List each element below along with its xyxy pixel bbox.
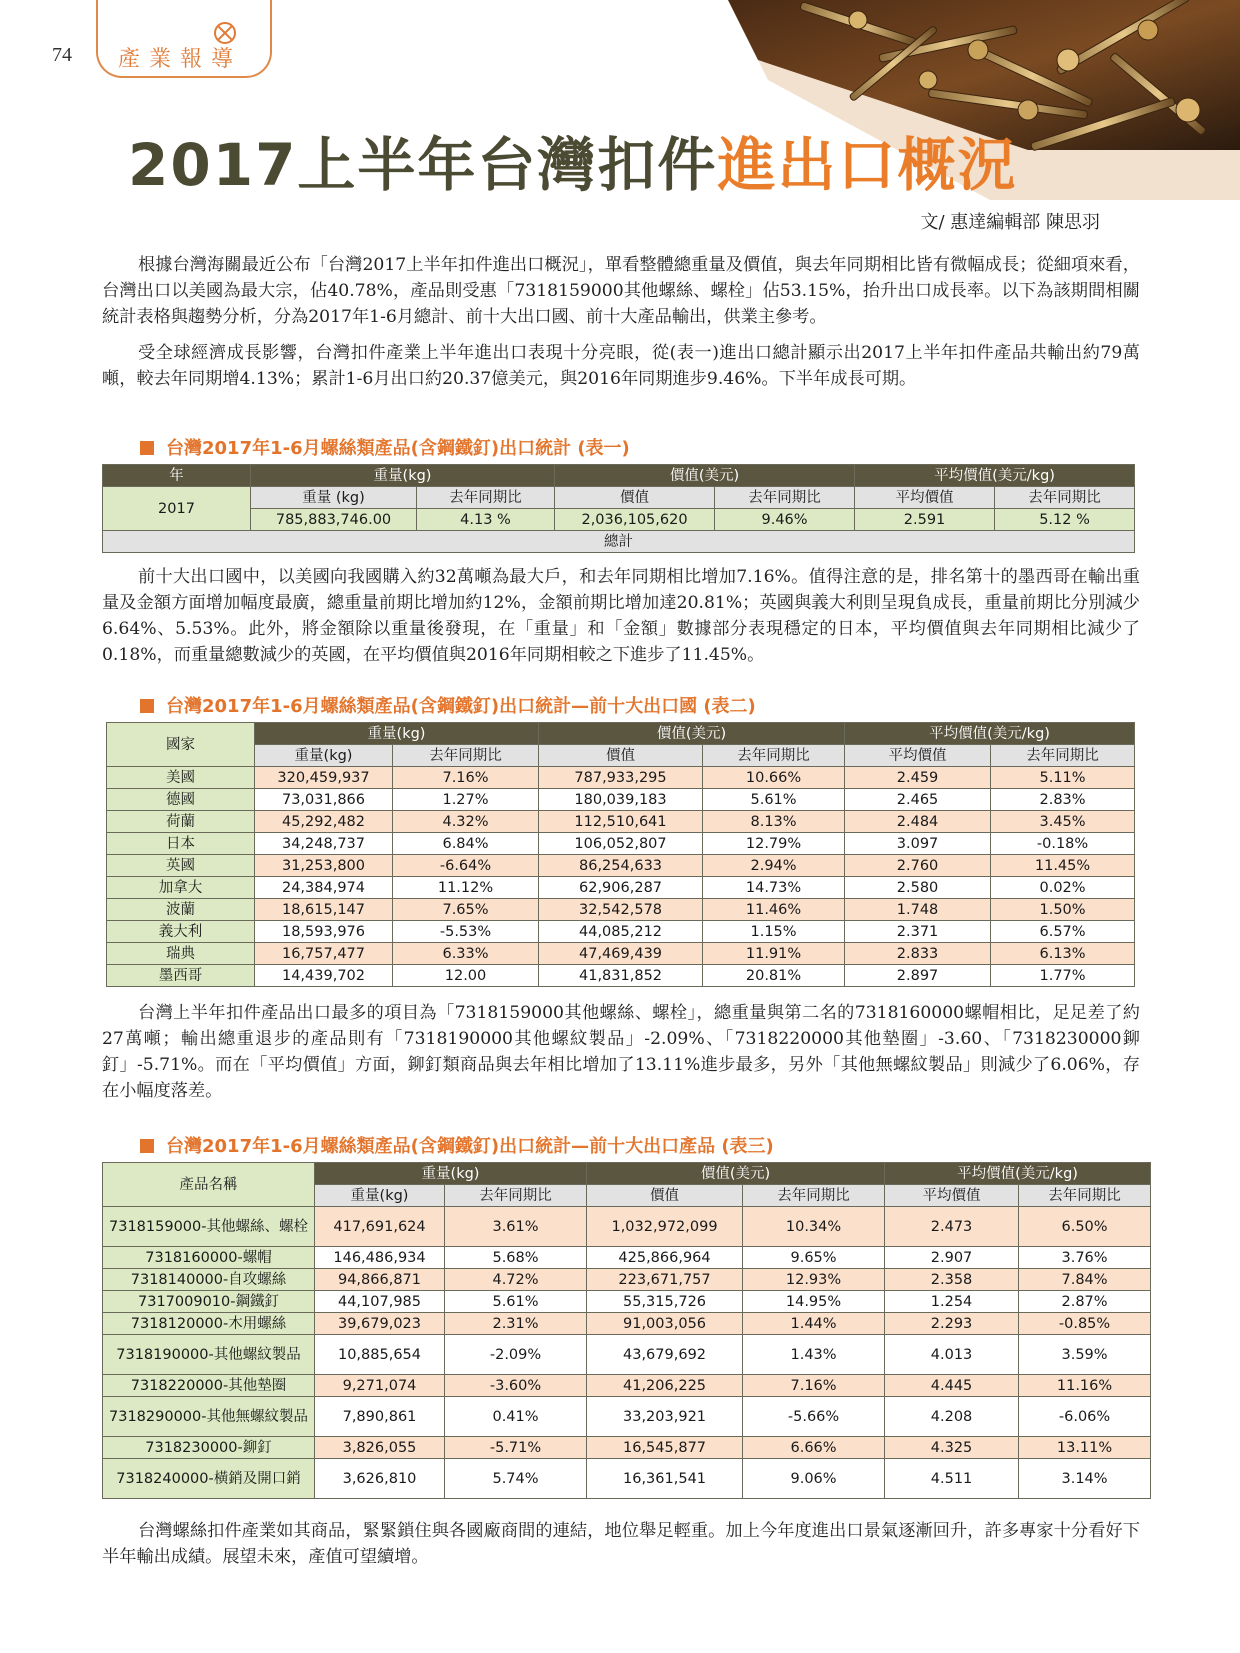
t1-footer-total: 總計 xyxy=(103,531,1135,553)
t2-sub-header: 重量(kg) xyxy=(255,745,393,767)
t2-value-cell: 2.459 xyxy=(845,767,991,789)
t2-value-cell: 2.484 xyxy=(845,811,991,833)
t3-row xyxy=(103,1335,1151,1375)
t2-row xyxy=(107,833,1135,855)
t3-row xyxy=(103,1313,1151,1335)
page-number: 74 xyxy=(52,44,72,66)
t2-value-cell: 2.83% xyxy=(991,789,1135,811)
byline: 文/ 惠達編輯部 陳思羽 xyxy=(920,212,1100,233)
t2-value-cell: 16,757,477 xyxy=(255,943,393,965)
t2-label-cell: 義大利 xyxy=(107,921,255,943)
t3-row xyxy=(103,1459,1151,1499)
t3-value-cell: 7.84% xyxy=(1019,1269,1151,1291)
t3-value-cell: 9.06% xyxy=(743,1459,885,1499)
t2-value-cell: -0.18% xyxy=(991,833,1135,855)
t2-value-cell: 41,831,852 xyxy=(539,965,703,987)
t3-value-cell: 7.16% xyxy=(743,1375,885,1397)
t3-value-cell: 4.208 xyxy=(885,1397,1019,1437)
t3-value-cell: 16,361,541 xyxy=(587,1459,743,1499)
t3-value-cell: 9,271,074 xyxy=(315,1375,445,1397)
section-label: 產業報導 xyxy=(118,47,243,72)
title-main: 2017上半年台灣扣件 xyxy=(128,131,718,199)
t3-value-cell: 9.65% xyxy=(743,1247,885,1269)
t3-value-cell: 4.445 xyxy=(885,1375,1019,1397)
t3-sub-header: 價值 xyxy=(587,1185,743,1207)
t2-value-cell: 787,933,295 xyxy=(539,767,703,789)
t1-value-cell: 2,036,105,620 xyxy=(555,509,715,531)
t2-value-cell: -5.53% xyxy=(393,921,539,943)
t3-value-cell: 33,203,921 xyxy=(587,1397,743,1437)
t2-row xyxy=(107,767,1135,789)
t3-value-cell: 1.43% xyxy=(743,1335,885,1375)
t2-value-cell: 3.097 xyxy=(845,833,991,855)
t2-value-cell: 8.13% xyxy=(703,811,845,833)
t2-value-cell: 11.91% xyxy=(703,943,845,965)
t3-value-cell: 223,671,757 xyxy=(587,1269,743,1291)
t3-value-cell: 13.11% xyxy=(1019,1437,1151,1459)
t2-value-cell: 0.02% xyxy=(991,877,1135,899)
t2-value-cell: -6.64% xyxy=(393,855,539,877)
table3-heading-text: 台灣2017年1-6月螺絲類產品(含鋼鐵釘)出口統計—前十大出口產品 (表三) xyxy=(166,1136,774,1157)
t2-row xyxy=(107,965,1135,987)
t3-value-cell: 1,032,972,099 xyxy=(587,1207,743,1247)
t3-value-cell: 91,003,056 xyxy=(587,1313,743,1335)
t2-header-avg: 平均價值(美元/kg) xyxy=(845,723,1135,745)
t3-header-weight: 重量(kg) xyxy=(315,1163,587,1185)
t2-label-cell: 墨西哥 xyxy=(107,965,255,987)
t3-value-cell: 146,486,934 xyxy=(315,1247,445,1269)
t3-value-cell: 43,679,692 xyxy=(587,1335,743,1375)
t2-body xyxy=(107,767,1135,987)
t3-row xyxy=(103,1397,1151,1437)
t2-value-cell: 44,085,212 xyxy=(539,921,703,943)
t3-label-cell: 7318240000-橫銷及開口銷 xyxy=(103,1459,315,1499)
t2-value-cell: 24,384,974 xyxy=(255,877,393,899)
t3-header-avg: 平均價值(美元/kg) xyxy=(885,1163,1151,1185)
t1-sub-header: 重量 (kg) xyxy=(251,487,417,509)
t2-value-cell: 14.73% xyxy=(703,877,845,899)
paragraph-intro: 根據台灣海關最近公布「台灣2017上半年扣件進出口概況」，單看整體總重量及價值，與去年同期相比皆有微幅成長；從細項來看，台灣出口以美國為最大宗，佔40.78%，產品則受惠「7318159000其他螺絲、螺栓」佔53.15%，抬升出口成長率。以下為該期間相關統計表格與趨勢分析，分為2017年1-6月總計、前十大出口國、前十大產品輸出，供業主參考。 xyxy=(102,255,1140,327)
t1-value-cell: 9.46% xyxy=(715,509,855,531)
t3-label-cell: 7318220000-其他墊圈 xyxy=(103,1375,315,1397)
t3-value-cell: 417,691,624 xyxy=(315,1207,445,1247)
t3-value-cell: 2.907 xyxy=(885,1247,1019,1269)
table2-heading xyxy=(140,692,756,718)
t2-label-cell: 瑞典 xyxy=(107,943,255,965)
t3-value-cell: 3,826,055 xyxy=(315,1437,445,1459)
t3-label-cell: 7318159000-其他螺絲、螺栓 xyxy=(103,1207,315,1247)
t1-year-cell: 2017 xyxy=(103,487,251,531)
t2-value-cell: 73,031,866 xyxy=(255,789,393,811)
t3-value-cell: 2.358 xyxy=(885,1269,1019,1291)
t2-value-cell: 3.45% xyxy=(991,811,1135,833)
t2-value-cell: 47,469,439 xyxy=(539,943,703,965)
t3-label-cell: 7318160000-螺帽 xyxy=(103,1247,315,1269)
heading-square-icon xyxy=(140,1139,154,1153)
t1-header-avg: 平均價值(美元/kg) xyxy=(855,465,1135,487)
t2-value-cell: 2.465 xyxy=(845,789,991,811)
paragraph-products: 台灣上半年扣件產品出口最多的項目為「7318159000其他螺絲、螺栓」，總重量與第二名的7318160000螺帽相比，足足差了約27萬噸；輸出總重退步的產品則有「7318190000其他螺紋製品」-2.09%、「7318220000其他墊圈」-3.60、「7318230000鉚釘」-5.71%。而在「平均價值」方面，鉚釘類商品與去年相比增加了13.11%進步最多，另外「其他無螺紋製品」則減少了6.06%，存在小幅度落差。 xyxy=(102,1003,1140,1101)
t2-label-cell: 日本 xyxy=(107,833,255,855)
t2-header-value: 價值(美元) xyxy=(539,723,845,745)
t3-value-cell: -6.06% xyxy=(1019,1397,1151,1437)
article-title xyxy=(128,118,1017,202)
t3-value-cell: -0.85% xyxy=(1019,1313,1151,1335)
t2-sub-header: 價值 xyxy=(539,745,703,767)
t3-row xyxy=(103,1437,1151,1459)
t2-value-cell: 45,292,482 xyxy=(255,811,393,833)
t2-value-cell: 4.32% xyxy=(393,811,539,833)
t3-value-cell: 44,107,985 xyxy=(315,1291,445,1313)
t2-row xyxy=(107,789,1135,811)
t2-value-cell: 1.27% xyxy=(393,789,539,811)
t2-sub-header: 去年同期比 xyxy=(991,745,1135,767)
t2-sub-header: 去年同期比 xyxy=(393,745,539,767)
t3-label-cell: 7318230000-鉚釘 xyxy=(103,1437,315,1459)
t3-value-cell: 4.511 xyxy=(885,1459,1019,1499)
t3-value-cell: 2.87% xyxy=(1019,1291,1151,1313)
paragraph-countries: 前十大出口國中，以美國向我國購入約32萬噸為最大戶，和去年同期相比增加7.16%。值得注意的是，排名第十的墨西哥在輸出重量及金額方面增加幅度最廣，總重量前期比增加約12%，金額前期比增加達20.81%；英國與義大利則呈現負成長，重量前期比分別減少6.64%、5.53%。此外，將金額除以重量後發現，在「重量」和「金額」數據部分表現穩定的日本，平均價值與去年同期相比減少了0.18%，而重量總數減少的英國，在平均價值與2016年同期相較之下進步了11.45%。 xyxy=(102,567,1140,665)
t3-value-cell: 3,626,810 xyxy=(315,1459,445,1499)
t3-value-cell: -5.66% xyxy=(743,1397,885,1437)
t3-value-cell: 55,315,726 xyxy=(587,1291,743,1313)
heading-square-icon xyxy=(140,441,154,455)
t2-value-cell: 5.11% xyxy=(991,767,1135,789)
t3-value-cell: 12.93% xyxy=(743,1269,885,1291)
t3-value-cell: 5.61% xyxy=(445,1291,587,1313)
t3-value-cell: 1.254 xyxy=(885,1291,1019,1313)
t3-label-cell: 7318120000-木用螺絲 xyxy=(103,1313,315,1335)
t2-value-cell: 6.84% xyxy=(393,833,539,855)
t2-value-cell: 320,459,937 xyxy=(255,767,393,789)
compass-emblem-icon xyxy=(214,22,236,44)
t3-sub-header: 去年同期比 xyxy=(743,1185,885,1207)
t3-value-cell: 94,866,871 xyxy=(315,1269,445,1291)
t1-header-value: 價值(美元) xyxy=(555,465,855,487)
t3-value-cell: 3.14% xyxy=(1019,1459,1151,1499)
t2-row xyxy=(107,943,1135,965)
t2-value-cell: 2.94% xyxy=(703,855,845,877)
paragraph-conclusion: 台灣螺絲扣件產業如其商品，緊緊鎖住與各國廠商間的連結，地位舉足輕重。加上今年度進出口景氣逐漸回升，許多專家十分看好下半年輸出成績。展望未來，產值可望續增。 xyxy=(102,1521,1140,1567)
t3-value-cell: 2.31% xyxy=(445,1313,587,1335)
t2-row xyxy=(107,855,1135,877)
t3-row xyxy=(103,1269,1151,1291)
t3-value-cell: 16,545,877 xyxy=(587,1437,743,1459)
t3-value-cell: 5.74% xyxy=(445,1459,587,1499)
t1-sub-header: 價值 xyxy=(555,487,715,509)
t3-value-cell: 4.325 xyxy=(885,1437,1019,1459)
heading-square-icon xyxy=(140,699,154,713)
t3-sub-header: 重量(kg) xyxy=(315,1185,445,1207)
t2-value-cell: 2.897 xyxy=(845,965,991,987)
t3-value-cell: 6.50% xyxy=(1019,1207,1151,1247)
table3-top-products xyxy=(102,1162,1151,1499)
t3-value-cell: 3.59% xyxy=(1019,1335,1151,1375)
t1-header-year: 年 xyxy=(103,465,251,487)
t2-value-cell: 31,253,800 xyxy=(255,855,393,877)
t3-value-cell: 0.41% xyxy=(445,1397,587,1437)
t1-value-cell: 785,883,746.00 xyxy=(251,509,417,531)
t3-label-cell: 7317009010-鋼鐵釘 xyxy=(103,1291,315,1313)
t3-value-cell: 425,866,964 xyxy=(587,1247,743,1269)
t3-value-cell: 39,679,023 xyxy=(315,1313,445,1335)
t3-sub-header: 平均價值 xyxy=(885,1185,1019,1207)
t1-sub-header: 去年同期比 xyxy=(417,487,555,509)
table2-heading-text: 台灣2017年1-6月螺絲類產品(含鋼鐵釘)出口統計—前十大出口國 (表二) xyxy=(166,696,756,717)
t2-label-cell: 荷蘭 xyxy=(107,811,255,833)
t3-sub-header: 去年同期比 xyxy=(1019,1185,1151,1207)
t2-header-weight: 重量(kg) xyxy=(255,723,539,745)
t2-value-cell: 106,052,807 xyxy=(539,833,703,855)
t3-value-cell: -5.71% xyxy=(445,1437,587,1459)
t2-value-cell: 10.66% xyxy=(703,767,845,789)
t3-value-cell: 3.61% xyxy=(445,1207,587,1247)
t2-row xyxy=(107,811,1135,833)
t2-label-cell: 德國 xyxy=(107,789,255,811)
t2-value-cell: 12.00 xyxy=(393,965,539,987)
t2-row xyxy=(107,921,1135,943)
t3-value-cell: -2.09% xyxy=(445,1335,587,1375)
t3-row xyxy=(103,1375,1151,1397)
t3-value-cell: 14.95% xyxy=(743,1291,885,1313)
t1-sub-header: 去年同期比 xyxy=(995,487,1135,509)
table1-heading xyxy=(140,434,630,460)
t3-value-cell: 4.013 xyxy=(885,1335,1019,1375)
t2-value-cell: 20.81% xyxy=(703,965,845,987)
t3-value-cell: 6.66% xyxy=(743,1437,885,1459)
t2-sub-header: 平均價值 xyxy=(845,745,991,767)
t2-value-cell: 12.79% xyxy=(703,833,845,855)
t2-value-cell: 112,510,641 xyxy=(539,811,703,833)
t3-value-cell: 41,206,225 xyxy=(587,1375,743,1397)
t1-value-cell: 2.591 xyxy=(855,509,995,531)
t2-label-cell: 美國 xyxy=(107,767,255,789)
t2-value-cell: 7.65% xyxy=(393,899,539,921)
t2-value-cell: 18,615,147 xyxy=(255,899,393,921)
table1-total xyxy=(102,464,1135,553)
t2-value-cell: 6.33% xyxy=(393,943,539,965)
t2-label-cell: 英國 xyxy=(107,855,255,877)
t2-header-country: 國家 xyxy=(107,723,255,767)
t2-value-cell: 32,542,578 xyxy=(539,899,703,921)
t2-value-cell: 6.13% xyxy=(991,943,1135,965)
t2-value-cell: 7.16% xyxy=(393,767,539,789)
t2-value-cell: 34,248,737 xyxy=(255,833,393,855)
t3-header-product: 產品名稱 xyxy=(103,1163,315,1207)
t3-value-cell: 10.34% xyxy=(743,1207,885,1247)
t3-value-cell: 2.473 xyxy=(885,1207,1019,1247)
t3-label-cell: 7318190000-其他螺紋製品 xyxy=(103,1335,315,1375)
t2-value-cell: 11.46% xyxy=(703,899,845,921)
t3-value-cell: 10,885,654 xyxy=(315,1335,445,1375)
t2-value-cell: 11.12% xyxy=(393,877,539,899)
t2-sub-header: 去年同期比 xyxy=(703,745,845,767)
t3-row xyxy=(103,1247,1151,1269)
t2-value-cell: 86,254,633 xyxy=(539,855,703,877)
t2-value-cell: 18,593,976 xyxy=(255,921,393,943)
t2-value-cell: 5.61% xyxy=(703,789,845,811)
table1-heading-text: 台灣2017年1-6月螺絲類產品(含鋼鐵釘)出口統計 (表一) xyxy=(166,438,630,459)
t3-body xyxy=(103,1207,1151,1499)
t2-value-cell: 180,039,183 xyxy=(539,789,703,811)
t1-sub-header: 去年同期比 xyxy=(715,487,855,509)
t3-header-value: 價值(美元) xyxy=(587,1163,885,1185)
t2-value-cell: 6.57% xyxy=(991,921,1135,943)
t2-value-cell: 1.50% xyxy=(991,899,1135,921)
t2-label-cell: 加拿大 xyxy=(107,877,255,899)
t3-value-cell: -3.60% xyxy=(445,1375,587,1397)
t3-value-cell: 3.76% xyxy=(1019,1247,1151,1269)
t2-row xyxy=(107,877,1135,899)
t3-sub-header: 去年同期比 xyxy=(445,1185,587,1207)
t3-label-cell: 7318140000-自攻螺絲 xyxy=(103,1269,315,1291)
t2-value-cell: 1.748 xyxy=(845,899,991,921)
t2-value-cell: 1.77% xyxy=(991,965,1135,987)
t2-value-cell: 11.45% xyxy=(991,855,1135,877)
t3-value-cell: 5.68% xyxy=(445,1247,587,1269)
t3-value-cell: 2.293 xyxy=(885,1313,1019,1335)
t1-value-cell: 5.12 % xyxy=(995,509,1135,531)
paragraph-summary: 受全球經濟成長影響，台灣扣件產業上半年進出口表現十分亮眼，從(表一)進出口總計顯示出2017上半年扣件產品共輸出約79萬噸，較去年同期增4.13%；累計1-6月出口約20.37億美元，與2016年同期進步9.46%。下半年成長可期。 xyxy=(102,343,1140,389)
t2-value-cell: 2.833 xyxy=(845,943,991,965)
t1-header-weight: 重量(kg) xyxy=(251,465,555,487)
t3-label-cell: 7318290000-其他無螺紋製品 xyxy=(103,1397,315,1437)
t3-value-cell: 7,890,861 xyxy=(315,1397,445,1437)
t1-sub-header: 平均價值 xyxy=(855,487,995,509)
t3-row xyxy=(103,1207,1151,1247)
t3-value-cell: 1.44% xyxy=(743,1313,885,1335)
t2-value-cell: 62,906,287 xyxy=(539,877,703,899)
t2-label-cell: 波蘭 xyxy=(107,899,255,921)
t3-value-cell: 11.16% xyxy=(1019,1375,1151,1397)
table3-heading xyxy=(140,1132,774,1158)
t2-value-cell: 1.15% xyxy=(703,921,845,943)
t2-row xyxy=(107,899,1135,921)
t2-value-cell: 14,439,702 xyxy=(255,965,393,987)
t3-row xyxy=(103,1291,1151,1313)
t2-value-cell: 2.580 xyxy=(845,877,991,899)
t3-value-cell: 4.72% xyxy=(445,1269,587,1291)
t1-value-cell: 4.13 % xyxy=(417,509,555,531)
t2-value-cell: 2.760 xyxy=(845,855,991,877)
t2-value-cell: 2.371 xyxy=(845,921,991,943)
table2-top-countries xyxy=(106,722,1135,987)
title-accent: 進出口概況 xyxy=(717,131,1018,199)
